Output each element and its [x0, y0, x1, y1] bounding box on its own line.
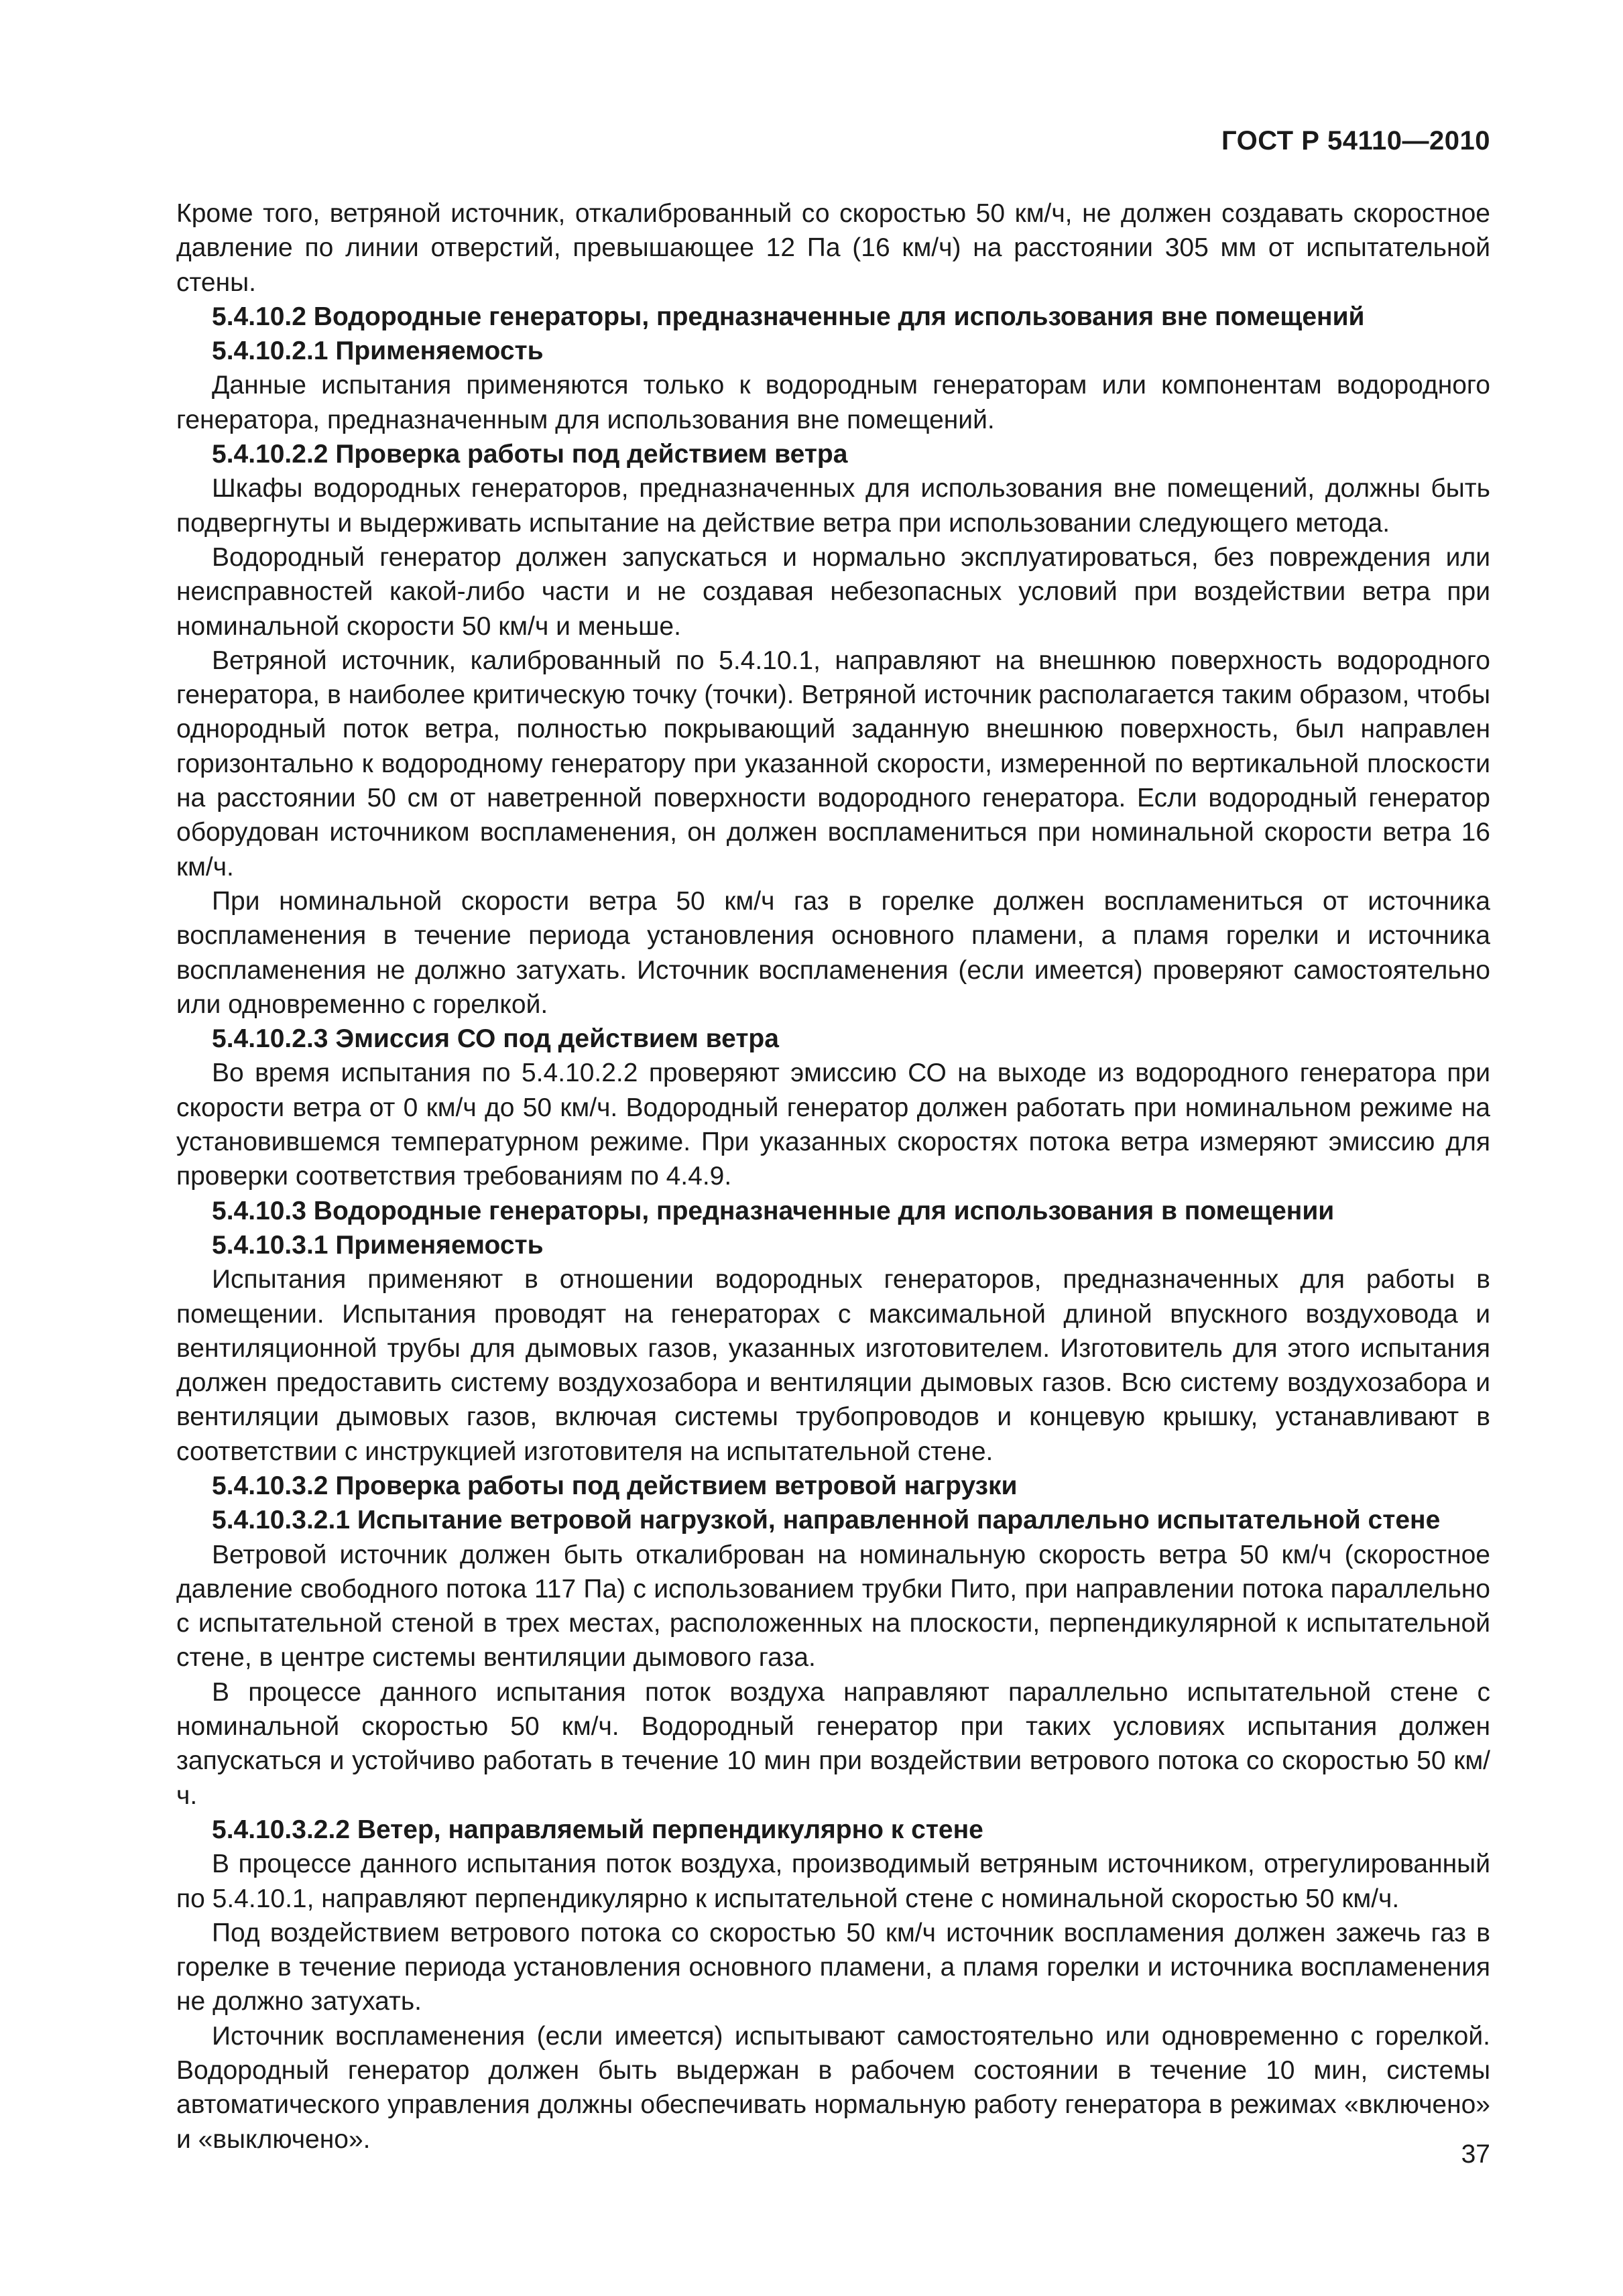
section-heading: 5.4.10.2.3 Эмиссия СО под действием ветра: [212, 1024, 779, 1054]
paragraph: Под воздействием ветрового потока со скоростью 50 км/ч источник воспламения должен зажечь газ в горелке в течение периода установления основного пламени, а пламя горелки и источника воспламенения не должно затухать.: [176, 1918, 1490, 2016]
section-heading: 5.4.10.3.1 Применяемость: [212, 1230, 544, 1260]
document-body: [176, 196, 1490, 2157]
section-heading: 5.4.10.2.2 Проверка работы под действием ветра: [212, 440, 848, 469]
paragraph: В процессе данного испытания поток воздуха направляют параллельно испытательной стене с номинальной скоростью 50 км/ч. Водородный генератор при таких условиях испытания должен запускаться и устойчиво работать в течение 10 мин при воздействии ветрового потока со скоростью 50 км/ч.: [176, 1677, 1490, 1810]
paragraph: Источник воспламенения (если имеется) испытывают самостоятельно или одновременно с горелкой. Водородный генератор должен быть выдержан в рабочем состоянии в течение 10 мин, системы автоматического управления должны обеспечивать нормальную работу генератора в режимах «включено» и «выключено».: [176, 2021, 1490, 2154]
paragraph: Во время испытания по 5.4.10.2.2 проверяют эмиссию СО на выходе из водородного генератора при скорости ветра от 0 км/ч до 50 км/ч. Водородный генератор должен работать при номинальном режиме на установившемся температурном режиме. При указанных скоростях потока ветра измеряют эмиссию для проверки соответствия требованиям по 4.4.9.: [176, 1059, 1490, 1191]
paragraph: Ветровой источник должен быть откалиброван на номинальную скорость ветра 50 км/ч (скоростное давление свободного потока 117 Па) с использованием трубки Пито, при направлении потока параллельно с испытательной стеной в трех местах, расположенных на плоскости, перпендикулярной к испытательной стене, в центре системы вентиляции дымового газа.: [176, 1540, 1490, 1673]
paragraph: Шкафы водородных генераторов, предназначенных для использования вне помещений, должны быть подвергнуты и выдерживать испытание на действие ветра при использовании следующего метода.: [176, 474, 1490, 538]
paragraph: Данные испытания применяются только к водородным генераторам или компонентам водородного генератора, предназначенным для использования вне помещений.: [176, 371, 1490, 434]
section-heading: 5.4.10.3.2.1 Испытание ветровой нагрузкой, направленной параллельно испытательной стене: [212, 1506, 1441, 1535]
paragraph: При номинальной скорости ветра 50 км/ч газ в горелке должен воспламениться от источника воспламенения в течение периода установления основного пламени, а пламя горелки и источника воспламенения не должно затухать. Источник воспламенения (если имеется) проверяют самостоятельно или одновременно с горелкой.: [176, 886, 1490, 1019]
section-heading: 5.4.10.3.2 Проверка работы под действием ветровой нагрузки: [212, 1471, 1018, 1500]
section-heading: 5.4.10.3 Водородные генераторы, предназначенные для использования в помещении: [212, 1196, 1335, 1225]
section-heading: 5.4.10.3.2.2 Ветер, направляемый перпендикулярно к стене: [212, 1815, 983, 1844]
standard-header: ГОСТ Р 54110—2010: [1221, 126, 1490, 156]
paragraph: Испытания применяют в отношении водородных генераторов, предназначенных для работы в помещении. Испытания проводят на генераторах с максимальной длиной впускного воздуховода и вентиляционной трубы для дымовых газов, указанных изготовителем. Изготовитель для этого испытания должен предоставить систему воздухозабора и вентиляции дымовых газов. Всю систему воздухозабора и вентиляции дымовых газов, включая системы трубопроводов и концевую крышку, устанавливают в соответствии с инструкцией изготовителя на испытательной стене.: [176, 1265, 1490, 1466]
paragraph: В процессе данного испытания поток воздуха, производимый ветряным источником, отрегулированный по 5.4.10.1, направляют перпендикулярно к испытательной стене с номинальной скоростью 50 км/ч.: [176, 1850, 1490, 1913]
section-heading: 5.4.10.2.1 Применяемость: [212, 337, 544, 366]
paragraph: Кроме того, ветряной источник, откалиброванный со скоростью 50 км/ч, не должен создавать скоростное давление по линии отверстий, превышающее 12 Па (16 км/ч) на расстоянии 305 мм от испытательной стены.: [176, 199, 1490, 297]
paragraph: Водородный генератор должен запускаться и нормально эксплуатироваться, без повреждения или неисправностей какой-либо части и не создавая небезопасных условий при воздействии ветра при номинальной скорости 50 км/ч и меньше.: [176, 542, 1490, 641]
page-number: 37: [1461, 2140, 1490, 2169]
paragraph: Ветряной источник, калиброванный по 5.4.10.1, направляют на внешнюю поверхность водородного генератора, в наиболее критическую точку (точки). Ветряной источник располагается таким образом, чтобы однородный поток ветра, полностью покрывающий заданную внешнюю поверхность, был направлен горизонтально к водородному генератору при указанной скорости, измеренной по вертикальной плоскости на расстоянии 50 см от наветренной поверхности водородного генератора. Если водородный генератор оборудован источником воспламенения, он должен воспламениться при номинальной скорости ветра 16 км/ч.: [176, 646, 1490, 882]
section-heading: 5.4.10.2 Водородные генераторы, предназначенные для использования вне помещений: [212, 302, 1365, 331]
